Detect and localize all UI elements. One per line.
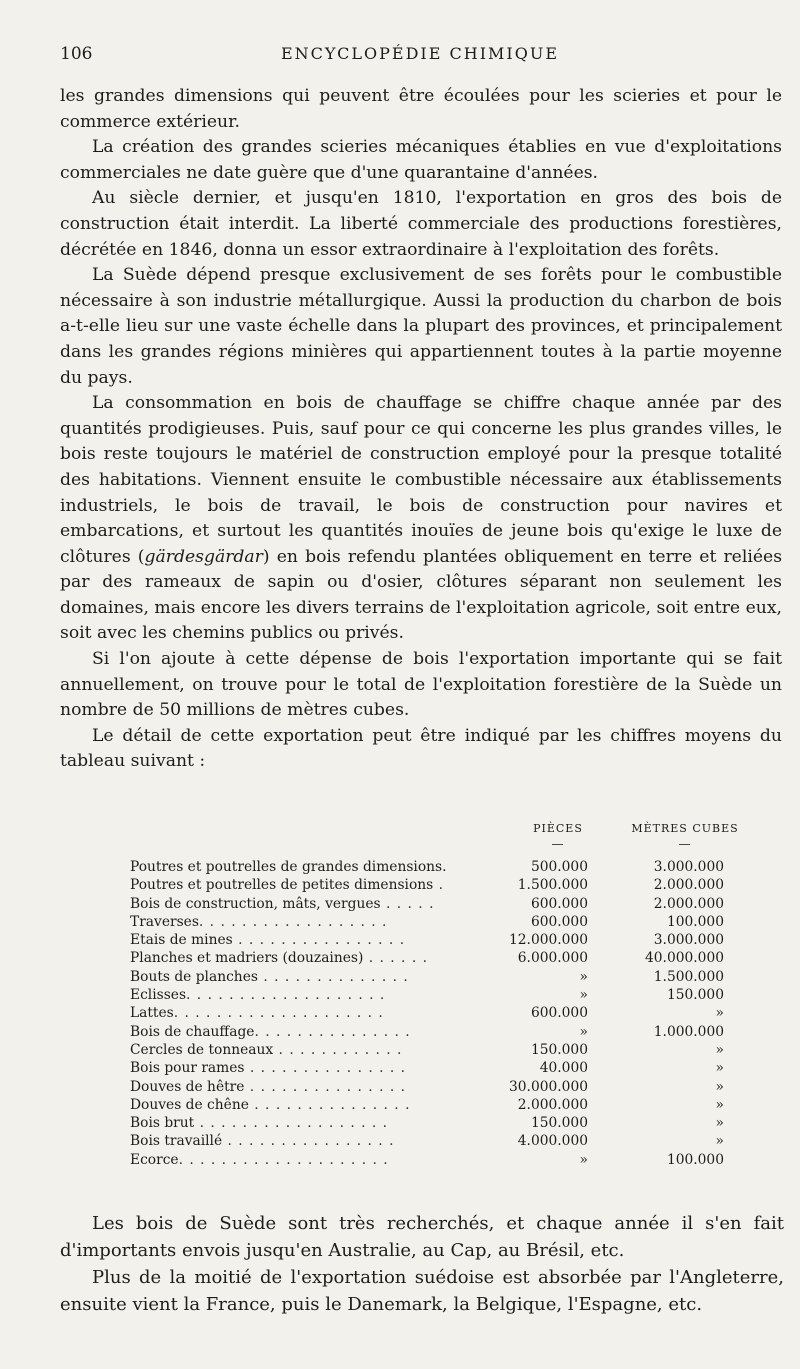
cell-metres: 40.000.000 [645,950,724,967]
leader-dots: . . . . . . . . . . . . . . . . . . . . [178,1151,389,1168]
row-label [130,986,470,1004]
leader-dots: . . . . . . . . . . . . . . . . . . [198,913,388,930]
row-label-text: Bouts de planches [130,968,258,985]
row-label [130,1114,470,1132]
cell-metres: 1.000.000 [653,1023,724,1040]
row-label [130,1078,470,1096]
cell-metres: 150.000 [666,987,724,1004]
paragraph-text: en bois refendu plantées obliquement en terre et reliées par des rameaux de sapin ou d'osier, clôtures séparant non seulement les domaines, mais encore les divers terrains de l'exploitation agricole, soit entre eux, soit avec les chemins publics ou privés. [60,546,783,644]
row-label [130,1023,470,1041]
table-row [130,986,730,1004]
cell-metres: 100.000 [666,1151,724,1168]
leader-dots: . . . . . . . . . . . . . . [257,968,409,985]
body-text [60,84,782,775]
leader-dots: . . . . . [380,895,435,912]
row-label [130,1096,470,1114]
cell-metres: » [715,1005,724,1022]
row-label-text: Poutres et poutrelles de petites dimensions [130,877,434,894]
row-label-text: Eclisses [130,987,187,1004]
page-number: 106 [60,44,93,64]
paragraph: les grandes dimensions qui peuvent être écoulées pour les scieries et pour le commerce extérieur. [60,86,782,132]
table-row [130,876,730,894]
table-row [130,931,730,949]
running-title: ENCYCLOPÉDIE CHIMIQUE [280,44,560,63]
cell-pieces: 600.000 [530,913,588,930]
column-header-label: PIÈCES [533,822,583,835]
cell-metres: 2.000.000 [653,895,724,912]
leader-dots: . . . . . . . . . . . . . . . [244,1060,407,1077]
row-label-text: Bois de chauffage [130,1023,255,1040]
page-header [60,44,780,68]
column-header-label: MÈTRES CUBES [631,822,739,835]
row-label [130,1004,470,1022]
row-label-text: Ecorce [130,1151,179,1168]
row-label [130,1059,470,1077]
column-header-pieces [498,822,618,850]
cell-metres: 100.000 [666,913,724,930]
paragraph: Si l'on ajoute à cette dépense de bois l'exportation importante qui se fait annuellement, on trouve pour le total de l'exploitation forestière de la Suède un nombre de 50 millions de mètres cubes. [60,649,782,721]
paragraph: Plus de la moitié de l'exportation suédoise est absorbée par l'Angleterre, ensuite vient la France, puis le Danemark, la Belgique, l'Espagne, etc. [60,1267,784,1315]
cell-pieces: 4.000.000 [517,1133,588,1150]
leader-dots: . . . . . . . . . . . . . . . [254,1023,411,1040]
leader-dots: . [433,877,445,894]
row-label [130,931,470,949]
table-row [130,1132,730,1150]
cell-pieces: 600.000 [530,1005,588,1022]
leader-dots: . . . . . . . . . . . . . . . [244,1078,406,1095]
cell-pieces: 30.000.000 [509,1078,588,1095]
cell-metres: 3.000.000 [653,859,724,875]
paragraph: La création des grandes scieries mécaniques établies en vue d'exploitations commerciales ne date guère que d'une quarantaine d'années. [60,137,782,183]
row-label-text: Lattes [130,1005,174,1022]
table-row [130,1023,730,1041]
row-label-text: Etais de mines [130,932,233,949]
column-header-metres [610,822,760,850]
row-label-text: Douves de chêne [130,1096,249,1113]
row-label [130,1041,470,1059]
row-label [130,1151,470,1169]
cell-pieces: 500.000 [530,859,588,875]
cell-metres: » [715,1096,724,1113]
paragraph: Les bois de Suède sont très recherchés, et chaque année il s'en fait d'importants envois jusqu'en Australie, au Cap, au Brésil, etc. [60,1213,784,1261]
swedish-term: gärdesgärdar [144,546,263,567]
cell-metres: » [715,1133,724,1150]
header-dash: — [678,837,692,851]
row-label-text: Bois de construction, mâts, vergues [130,895,381,912]
row-label [130,968,470,986]
cell-pieces: » [579,968,588,985]
row-label-text: Bois brut [130,1115,195,1132]
table-row [130,913,730,931]
row-label [130,876,470,894]
cell-pieces: 40.000 [539,1060,588,1077]
cell-pieces: 150.000 [530,1115,588,1132]
cell-metres: 3.000.000 [653,932,724,949]
table-row [130,968,730,986]
table-row [130,1059,730,1077]
row-label [130,1132,470,1150]
table-row [130,1004,730,1022]
paragraph-clotures: La consommation en bois de chauffage se chiffre chaque année par des quantités prodigieuses. Puis, sauf pour ce qui concerne les plus grandes villes, le bois reste toujours le matériel de construction employé pour la presque totalité des habitations. Viennent ensuite le combustible nécessaire aux établissements industriels, le bois de travail, le bois de construction pour navires et embarcations, et surtout les quantités inouïes de jeune bois qu'exige le luxe de clôtures (gärdesgärdar) en bois refendu plantées obliquement en terre et reliées par des rameaux de sapin ou d'osier, clôtures séparant non seulement les domaines, mais encore les divers terrains de l'exploitation agricole, soit entre eux, soit avec les chemins publics ou privés. [60,393,783,644]
leader-dots: . . . . . . [363,950,428,967]
export-table [130,822,739,1169]
cell-pieces: » [579,1023,588,1040]
paragraph: Le détail de cette exportation peut être indiqué par les chiffres moyens du tableau suivant : [60,725,782,772]
table-row [130,895,730,913]
row-label-text: Poutres et poutrelles de grandes dimensions. [130,859,447,875]
cell-pieces: 2.000.000 [517,1096,588,1113]
row-label [130,858,470,876]
row-label [130,895,470,913]
leader-dots: . . . . . . . . . . . . . . . . . . . [186,987,386,1004]
row-label-text: Bois pour rames [130,1060,245,1077]
cell-metres: » [715,1041,724,1058]
cell-pieces: 6.000.000 [517,950,588,967]
leader-dots: . . . . . . . . . . . . . . . [248,1096,411,1113]
row-label [130,949,470,967]
table-header [130,822,739,858]
cell-metres: » [715,1115,724,1132]
table-body [130,858,730,1169]
table-row [130,858,730,876]
row-label-text: Douves de hêtre [130,1078,245,1095]
cell-pieces: » [579,1151,588,1168]
closing-text [60,1210,784,1318]
table-row [130,1078,730,1096]
table-row [130,1114,730,1132]
row-label-text: Cercles de tonneaux [130,1041,274,1058]
paragraph-text: La consommation en bois de chauffage se chiffre chaque année par des quantités prodigieuses. Puis, sauf pour ce qui concerne les plus grandes villes, le bois reste toujours le matériel de construction employé pour la presque totalité des habitations. Viennent ensuite le combustible nécessaire aux établissements industriels, le bois de travail, le bois de construction pour navires et embarcations, et surtout les quantités inouïes de jeune bois qu'exige le luxe de clôtures [60,393,782,567]
leader-dots: . . . . . . . . . . . . . . . . [232,932,406,949]
cell-pieces: 12.000.000 [509,932,588,949]
cell-metres: 2.000.000 [653,877,724,894]
cell-metres: » [715,1060,724,1077]
row-label-text: Planches et madriers (douzaines) [130,950,364,967]
leader-dots: . . . . . . . . . . . . . . . . [222,1133,395,1150]
paragraph: La Suède dépend presque exclusivement de ses forêts pour le combustible nécessaire à son industrie métallurgique. Aussi la production du charbon de bois a-t-elle lieu sur une vaste échelle dans la plupart des provinces, et principalement dans les grandes régions minières qui appartiennent toutes à la partie moyenne du pays. [60,265,782,388]
cell-pieces: 1.500.000 [517,877,588,894]
row-label [130,913,470,931]
leader-dots: . . . . . . . . . . . . . . . . . . [194,1115,389,1132]
paragraph: Au siècle dernier, et jusqu'en 1810, l'exportation en gros des bois de construction était interdit. La liberté commerciale des productions forestières, décrétée en 1846, donna un essor extraordinaire à l'exploitation des forêts. [60,188,782,260]
leader-dots: . . . . . . . . . . . . . . . . . . . . [173,1005,384,1022]
leader-dots: . . . . . . . . . . . . [273,1041,403,1058]
table-row [130,949,730,967]
table-row [130,1096,730,1114]
cell-metres: 1.500.000 [653,968,724,985]
row-label-text: Bois travaillé [130,1133,223,1150]
row-label-text: Traverses [130,913,199,930]
header-dash: — [551,837,565,851]
table-row [130,1151,730,1169]
table-row [130,1041,730,1059]
cell-pieces: 600.000 [530,895,588,912]
cell-metres: » [715,1078,724,1095]
cell-pieces: » [579,987,588,1004]
cell-pieces: 150.000 [530,1041,588,1058]
